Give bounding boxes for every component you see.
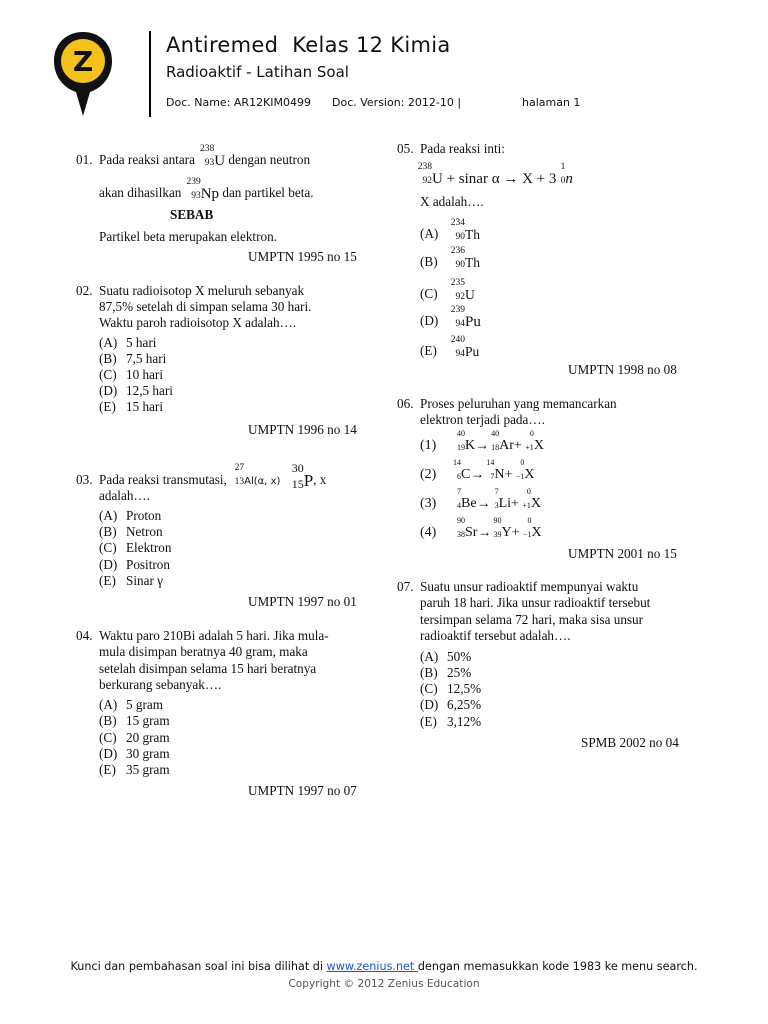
option-label: (D) [99,557,118,572]
option-text: 15 gram [126,713,170,728]
nuclide-symbol: X [531,525,542,540]
nuclide-atomic-number: −1 [515,472,525,481]
nuclide-atomic-number: 90 [455,259,465,270]
option-text: 3,12% [447,714,482,729]
nuclide-symbol: Th [465,254,480,270]
option-text: 35 gram [126,762,170,777]
nuclide-symbol: N [494,467,505,482]
option-label: (E) [420,714,437,729]
nuclide-atomic-number: 94 [455,318,465,329]
question-source: SPMB 2002 no 04 [581,735,679,750]
equation-middle: + sinar α → X + 3 [446,171,557,187]
option-label: (E) [420,343,437,358]
question-source: UMPTN 2001 no 15 [568,546,677,561]
answer-option [420,649,471,665]
logo-letter: Z [72,45,94,78]
nuclide-mass-number: 240 [450,334,465,345]
reason-text: Partikel beta merupakan elektron. [99,229,277,244]
option-label: (A) [99,697,118,712]
reaction-equation [417,162,573,188]
nuclide-symbol: Y [501,525,512,540]
nuclide-symbol: K [465,438,476,453]
option-label: (D) [420,697,439,712]
answer-option [99,367,163,383]
option-text: 5 hari [126,335,157,350]
option-text: 10 hari [126,367,163,382]
question-text-line: elektron terjadi pada…. [420,412,545,427]
product-nuclide [493,516,512,541]
option-label: (C) [99,540,117,555]
question-text-line: tersimpan selama 72 hari, maka sisa unsur [420,612,644,627]
answer-option [99,524,163,540]
nuclide-atomic-number: 3 [494,501,499,510]
option-label: (B) [99,524,117,539]
question-number: 07. [397,579,414,594]
option-label: (A) [420,649,439,664]
nuclide-mass-number: 14 [453,458,461,467]
answer-option [99,746,170,762]
answer-option [99,335,156,351]
question-text-line: berkurang sebanyak…. [99,677,222,692]
option-text: 30 gram [126,746,170,761]
option-label: (E) [99,762,116,777]
question-number: 02. [76,283,93,298]
option-text: 6,25% [447,697,482,712]
nuclide-mass-number: 236 [450,245,465,256]
nuclide-atomic-number: +1 [525,443,534,452]
question-number: 01. [76,152,93,167]
reactant-nuclide [457,516,478,541]
nuclide-atomic-number: 4 [457,501,461,510]
nuclide-symbol: X [524,467,535,482]
option-label: (D) [420,313,439,328]
answer-option [99,383,173,399]
option-label: (B) [420,665,438,680]
nuclide-atomic-number: 13 [234,477,245,487]
question-text-part: Pada reaksi transmutasi, [99,472,227,488]
product-nuclide [494,487,512,512]
nuclide-symbol: Th [465,226,480,242]
question-text-line: X adalah…. [420,194,484,209]
nuclide-atomic-number: 39 [493,530,502,539]
question-source: UMPTN 1996 no 14 [248,422,357,437]
option-text: Positron [126,557,170,572]
nuclide-mass-number: 1 [560,162,566,173]
answer-option [99,351,166,367]
uranium-nuclide [199,143,226,169]
nuclide-atomic-number: 18 [491,443,500,452]
arrow-icon: → [475,438,490,454]
option-label: (C) [420,681,438,696]
product-nuclide [491,429,514,454]
nuclide-mass-number: 40 [457,429,465,438]
answer-option [420,217,480,243]
nuclide-mass-number: 239 [186,176,201,187]
option-label: (4) [420,525,437,541]
page-number: halaman 1 [522,96,581,109]
option-text: 12,5 hari [126,383,173,398]
option-label: (B) [99,713,117,728]
question-source: UMPTN 1995 no 15 [248,249,357,264]
option-text: 25% [447,665,472,680]
nuclide-symbol: Pu [465,313,481,330]
option-label: (1) [420,438,437,454]
option-label: (A) [420,226,439,241]
option-text: Sinar γ [126,573,163,588]
nuclide-symbol: Be [461,496,477,511]
reactant-nuclide [453,458,471,483]
question-number: 04. [76,628,93,643]
nuclide-symbol: P [303,470,314,490]
nuclide-mass-number: 235 [450,277,465,288]
option-label: (B) [99,351,117,366]
nuclide-mass-number: 0 [526,487,531,496]
nuclide-mass-number: 40 [491,429,500,438]
option-label: (C) [420,286,438,301]
answer-option [99,508,161,524]
nuclide-symbol: X [530,496,542,511]
nuclide-atomic-number: −1 [522,530,532,539]
question-text-line: Proses peluruhan yang memancarkan [420,396,617,411]
nuclide-mass-number: 7 [457,487,461,496]
plus-sign: + [513,438,522,454]
nuclide-atomic-number: 90 [455,231,465,242]
option-nuclide [450,277,475,303]
question-text-line: Suatu unsur radioaktif mempunyai waktu [420,579,639,594]
answer-option [420,429,544,455]
option-nuclide [450,245,480,271]
nuclide-atomic-number: 6 [457,472,461,481]
doc-name: Doc. Name: AR12KIM0499 [166,96,312,109]
question-text-line: mula disimpan beratnya 40 gram, maka [99,644,308,659]
option-label: (B) [420,254,438,269]
arrow-icon: → [476,496,491,512]
answer-option [420,516,542,542]
answer-option [420,334,480,360]
option-text: 12,5% [447,681,482,696]
nuclide-atomic-number: 93 [204,157,215,168]
nuclide-symbol: Ar [499,438,514,453]
nuclide-mass-number: 7 [494,487,499,496]
nuclide-mass-number: 238 [199,143,215,154]
nuclide-mass-number: 14 [486,458,495,467]
answer-option [99,540,171,556]
answer-option [420,697,481,713]
nuclide-mass-number: 239 [450,304,465,315]
nuclide-symbol: X [533,438,544,453]
question-text-line: Waktu paroh radioisotop X adalah…. [99,315,297,330]
nuclide-symbol: U [432,171,443,188]
option-label: (D) [99,383,118,398]
question-text [99,143,311,169]
question-text-part: dan partikel beta. [222,185,314,200]
question-source: UMPTN 1997 no 01 [248,594,357,609]
nuclide-mass-number: 0 [527,516,532,525]
nuclide-atomic-number: 92 [455,291,465,302]
option-label: (2) [420,467,437,483]
nuclide-mass-number: 90 [493,516,502,525]
question-source: UMPTN 1997 no 07 [248,783,357,798]
answer-option [420,304,481,330]
option-text: 5 gram [126,697,163,712]
footer-note [0,960,768,973]
nuclide-atomic-number: 0 [560,176,566,187]
answer-option [420,458,535,484]
nuclide-mass-number: 238 [417,162,432,173]
nuclide-atomic-number: +1 [522,501,531,510]
answer-option [420,245,480,271]
footer-text: dengan memasukkan kode 1983 ke menu search. [417,960,698,973]
reason-label: SEBAB [170,207,214,222]
nuclide-symbol: Np [200,185,220,202]
option-label: (E) [99,399,116,414]
nuclide-atomic-number: 19 [457,443,465,452]
question-number: 05. [397,141,414,156]
option-text: 50% [447,649,472,664]
neutron-nuclide [560,162,573,188]
question-text-line: Pada reaksi inti: [420,141,505,156]
nuclide-atomic-number: 92 [422,176,432,187]
option-label: (E) [99,573,116,588]
option-text: Elektron [126,540,172,555]
answer-option [99,713,170,729]
plus-sign: + [511,525,520,541]
nuclide-mass-number: 90 [457,516,465,525]
option-text: 7,5 hari [126,351,167,366]
particle-nuclide [525,429,544,454]
phosphorus-nuclide [291,460,314,491]
nuclide-atomic-number: 38 [457,530,465,539]
footer-text: Kunci dan pembahasan soal ini bisa dilihat di [70,960,327,973]
question-text-part: , x [313,472,327,488]
option-label: (A) [99,335,118,350]
nuclide-symbol: U [214,152,226,169]
question-number: 06. [397,396,414,411]
nuclide-mass-number: 27 [234,463,245,473]
question-text-part: Pada reaksi antara [99,152,195,167]
option-text: Proton [126,508,162,523]
answer-option [99,762,170,778]
nuclide-symbol: Li [498,496,512,511]
particle-nuclide [522,516,542,541]
arrow-icon: → [477,525,492,541]
question-text-line: radioaktif tersebut adalah…. [420,628,571,643]
particle-nuclide [522,487,542,512]
question-text-part: akan dihasilkan [99,185,182,200]
nuclide-atomic-number: 94 [455,348,465,359]
option-label: (D) [99,746,118,761]
question-text-part: dengan neutron [228,152,311,167]
option-text: 20 gram [126,730,170,745]
question-text [99,176,314,202]
option-nuclide [450,217,480,243]
copyright: Copyright © 2012 Zenius Education [288,978,480,990]
zenius-link[interactable]: www.zenius.net [326,960,418,973]
aluminium-nuclide [234,463,281,490]
answer-option [420,681,481,697]
nuclide-atomic-number: 93 [191,190,201,201]
option-nuclide [450,304,481,330]
nuclide-mass-number: 0 [529,429,534,438]
nuclide-symbol: n [565,171,573,188]
option-text: 15 hari [126,399,163,414]
answer-option [99,399,163,415]
option-label: (A) [99,508,118,523]
question-text-line: Waktu paro 210Bi adalah 5 hari. Jika mula- [99,628,329,643]
answer-option [420,714,481,730]
answer-option [99,573,163,589]
answer-option [420,277,475,303]
reactant-nuclide [457,429,476,454]
question-source: UMPTN 1998 no 08 [568,362,677,377]
nuclide-mass-number: 234 [450,217,465,228]
question-number: 03. [76,472,93,487]
nuclide-symbol: U [465,286,475,302]
answer-option [99,697,163,713]
nuclide-reaction: Al(α, x) [244,476,281,487]
doc-version: Doc. Version: 2012-10 | [332,96,462,109]
nuclide-symbol: Sr [465,525,478,540]
plus-sign: + [504,467,513,483]
particle-nuclide [515,458,535,483]
option-label: (C) [99,730,117,745]
product-nuclide [486,458,505,483]
nuclide-mass-number: 30 [291,460,304,475]
option-nuclide [450,334,480,360]
header-divider [149,31,151,117]
question-text-line: 87,5% setelah di simpan selama 30 hari. [99,299,312,314]
question-text-line: adalah…. [99,488,150,503]
neptunium-nuclide [186,176,220,202]
uranium-nuclide [417,162,443,188]
question-text-line: Suatu radioisotop X meluruh sebanyak [99,283,305,298]
page-subtitle: Radioaktif - Latihan Soal [166,63,349,81]
answer-option [420,487,542,513]
plus-sign: + [511,496,519,512]
answer-option [99,557,170,573]
nuclide-atomic-number: 15 [291,476,304,491]
question-text-line: paruh 18 hari. Jika unsur radioaktif tersebut [420,595,651,610]
nuclide-symbol: Pu [465,343,480,359]
zenius-logo [52,30,114,118]
option-text: Netron [126,524,163,539]
option-label: (C) [99,367,117,382]
option-label: (3) [420,496,437,512]
question-text-line: setelah disimpan selama 15 hari beratnya [99,661,317,676]
answer-option [420,665,471,681]
reactant-nuclide [457,487,477,512]
nuclide-atomic-number: 7 [490,472,495,481]
page-title: Antiremed Kelas 12 Kimia [166,33,451,57]
arrow-icon: → [470,467,485,483]
answer-option [99,730,170,746]
nuclide-symbol: C [461,467,471,482]
nuclide-mass-number: 0 [520,458,525,467]
